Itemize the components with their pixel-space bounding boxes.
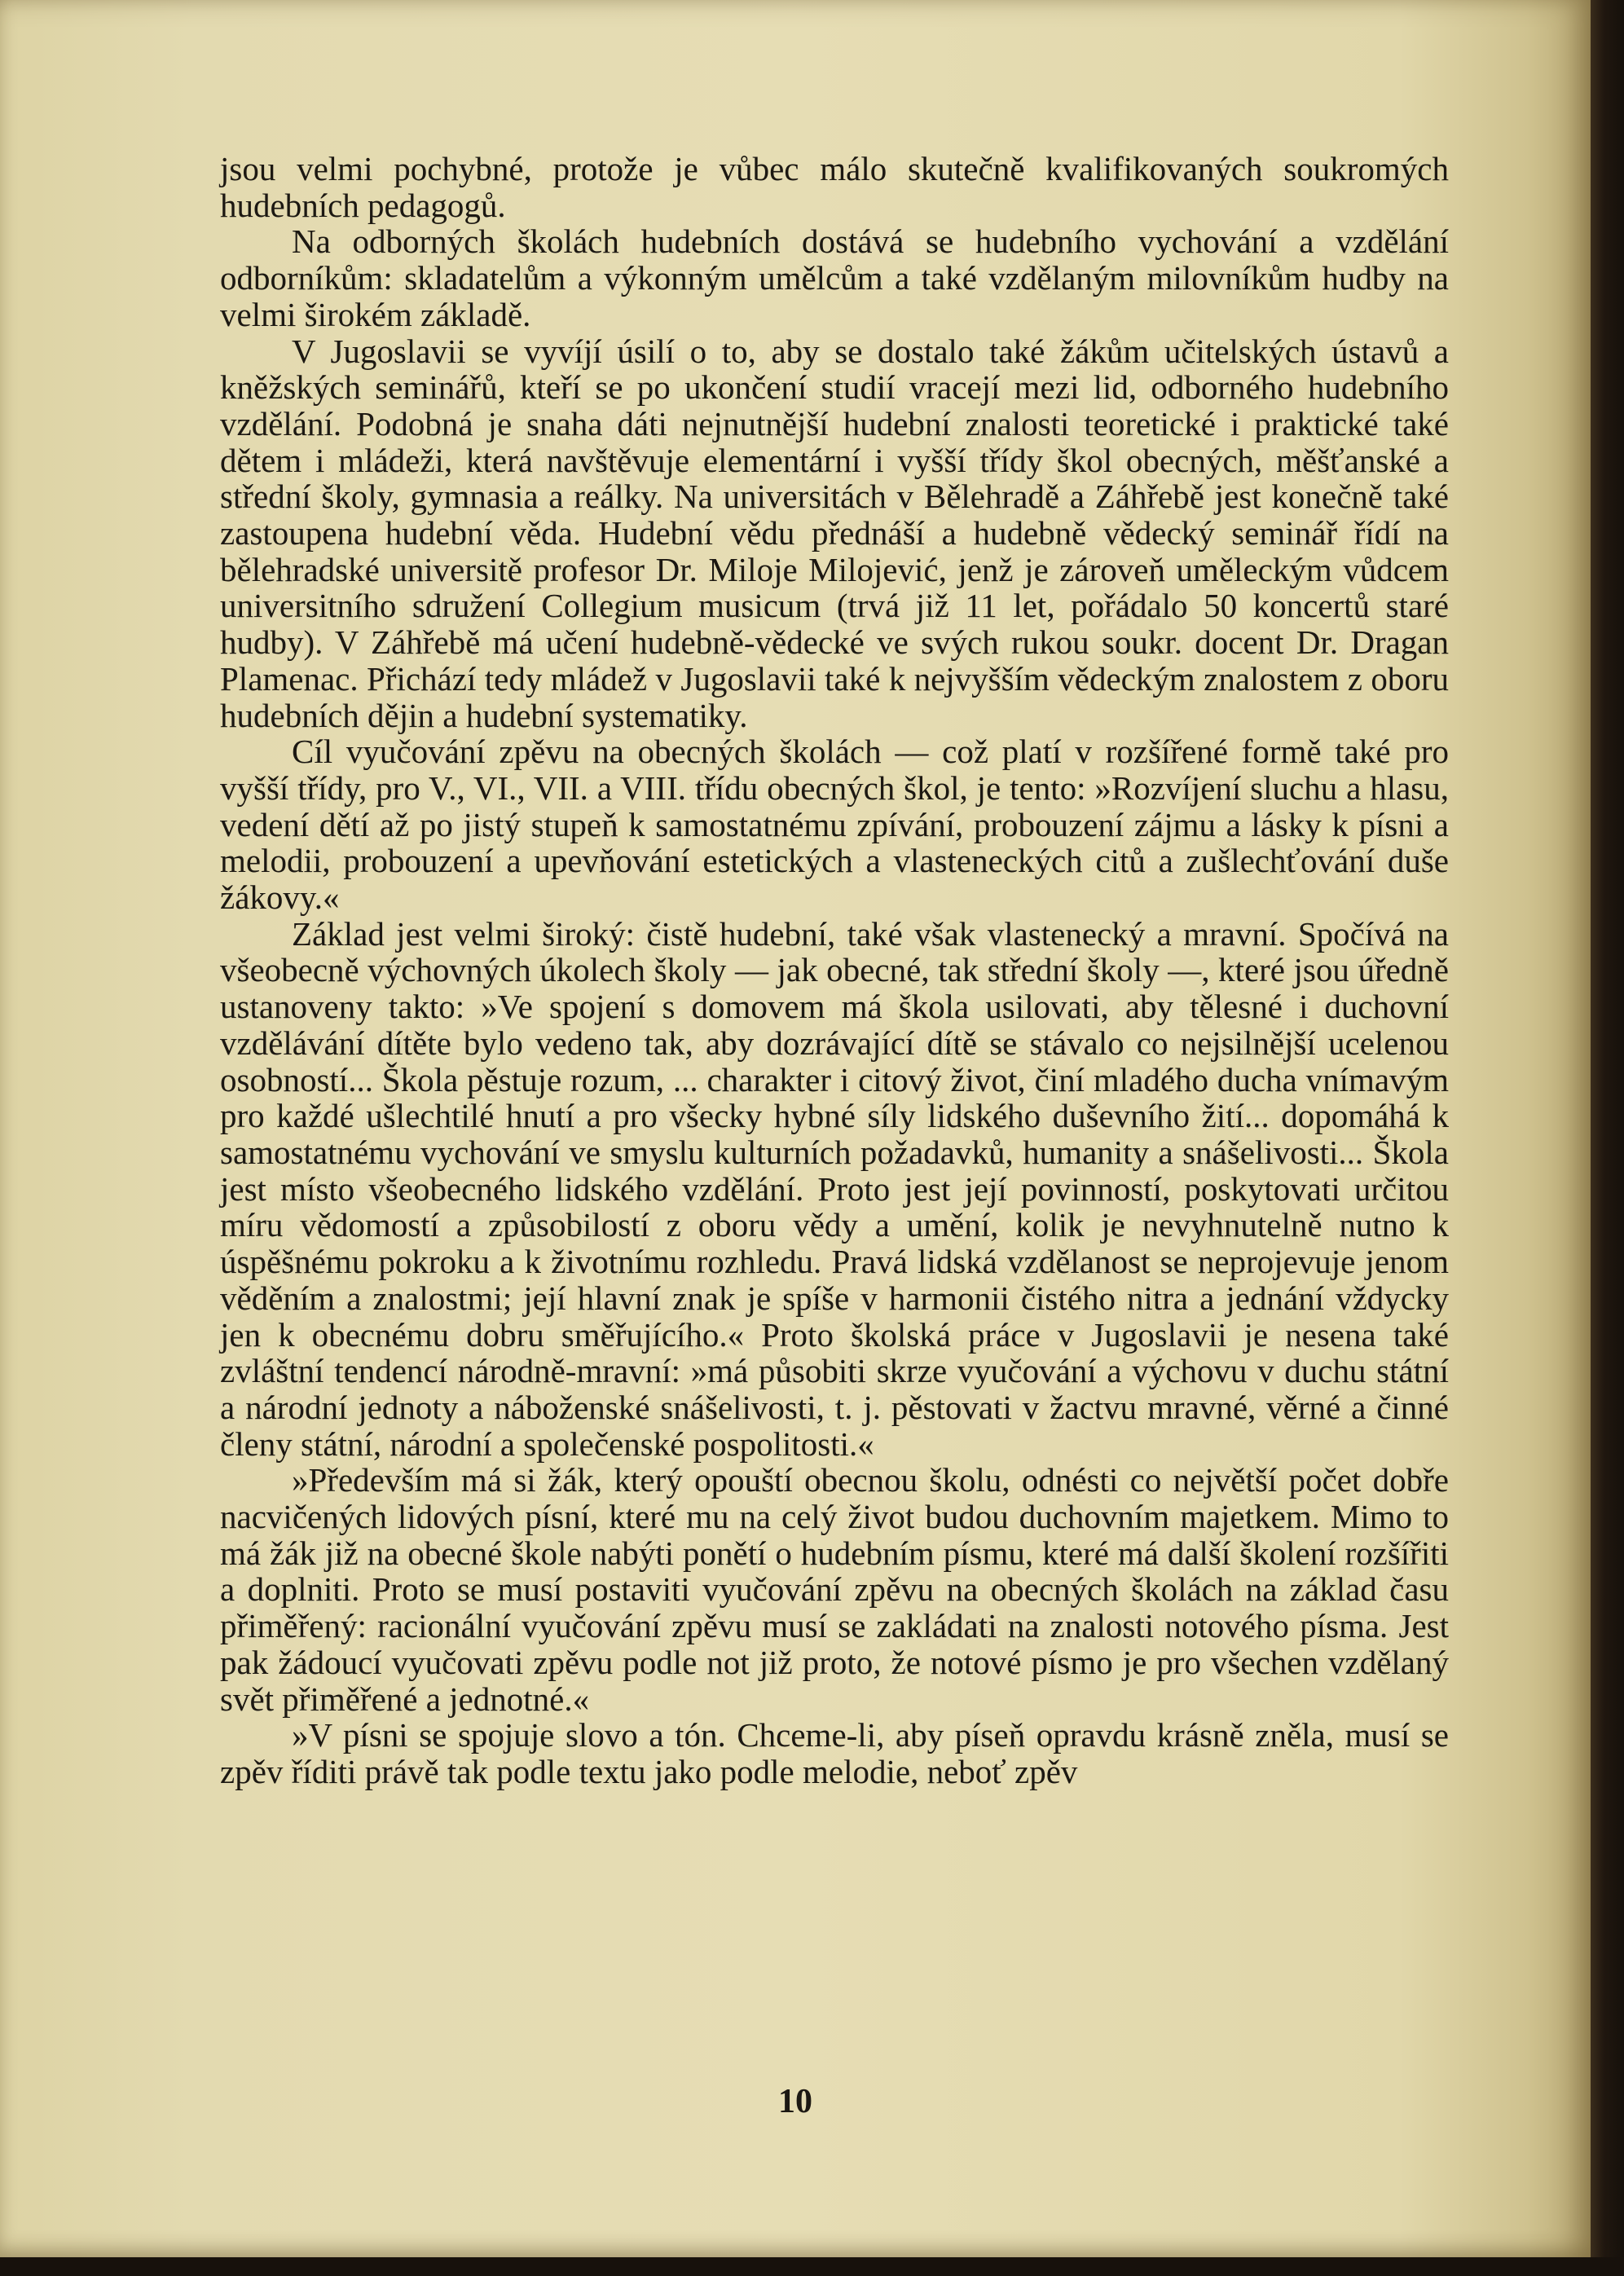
paragraph-5: Základ jest velmi široký: čistě hudební, také však vlastenecký a mravní. Spočívá na všeobecně výchovných úkolech školy — jak obecné, tak střední školy —, které jsou úředně ustanoveny takto: »Ve spojení s domovem má škola usilovati, aby tělesné i duchovní vzdělávání dítěte bylo vedeno tak, aby dozrávající dítě se stávalo co nejsilnější ucelenou osobností... Škola pěstuje rozum, ... charakter i citový život, činí mladého ducha vnímavým pro každé ušlechtilé hnutí a pro všecky hybné síly lidského duševního žití... dopomáhá k samostatnému vychování ve smyslu kulturních požadavků, humanity a snášelivosti... Škola jest místo všeobecného lidského vzdělání. Proto jest její povinností, poskytovati určitou míru vědomostí a způsobilostí z oboru vědy a umění, kolik je nevyhnutelně nutno k úspěšnému pokroku a k životnímu rozhledu. Pravá lidská vzdělanost se neprojevuje jenom věděním a znalostmi; její hlavní znak je spíše v harmonii čistého nitra a jednání vždycky jen k obecnému dobru směřujícího.« Proto školská práce v Jugoslavii je nesena také zvláštní tendencí národně-mravní: »má působiti skrze vyučování a výchovu v duchu státní a národní jednoty a náboženské snášelivosti, t. j. pěstovati v žactvu mravné, věrné a činné členy státní, národní a společenské pospolitosti.«	[220, 914, 1449, 1463]
paragraph-1: jsou velmi pochybné, protože je vůbec málo skutečně kvalifikovaných soukromých hudebních pedagogů.	[220, 150, 1449, 224]
paragraph-2: Na odborných školách hudebních dostává se hudebního vychování a vzdělání odborníkům: skladatelům a výkonným umělcům a také vzdělaným milovníkům hudby na velmi širokém základě.	[220, 222, 1449, 333]
scan-border-right	[1591, 0, 1624, 2276]
body-text	[220, 151, 1449, 1790]
paragraph-3: V Jugoslavii se vyvíjí úsilí o to, aby se dostalo také žákům učitelských ústavů a kněžských seminářů, kteří se po ukončení studií vracejí mezi lid, odborného hudebního vzdělání. Podobná je snaha dáti nejnutnější hudební znalosti teoretické i praktické také dětem i mládeži, která navštěvuje elementární i vyšší třídy škol obecných, měšťanské a střední školy, gymnasia a reálky. Na universitách v Bělehradě a Záhřebě jest konečně také zastoupena hudební věda. Hudební vědu přednáší a hudebně vědecký seminář řídí na bělehradské universitě profesor Dr. Miloje Milojević, jenž je zároveň uměleckým vůdcem universitního sdružení Collegium musicum (trvá již 11 let, pořádalo 50 koncertů staré hudby). V Záhřebě má učení hudebně-vědecké ve svých rukou soukr. docent Dr. Dragan Plamenac. Přichází tedy mládež v Jugoslavii také k nejvyšším vědeckým znalostem z oboru hudebních dějin a hudební systematiky.	[220, 332, 1449, 734]
page-number: 10	[778, 2083, 812, 2120]
paragraph-7: »V písni se spojuje slovo a tón. Chceme-li, aby píseň opravdu krásně zněla, musí se zpěv říditi právě tak podle textu jako podle melodie, neboť zpěv	[220, 1716, 1449, 1790]
scan-border-bottom	[0, 2257, 1624, 2276]
paragraph-4: Cíl vyučování zpěvu na obecných školách — což platí v rozšířené formě také pro vyšší třídy, pro V., VI., VII. a VIII. třídu obecných škol, je tento: »Rozvíjení sluchu a hlasu, vedení dětí až po jistý stupeň k samostatnému zpívání, probouzení zájmu a lásky k písni a melodii, probouzení a upevňování estetických a vlasteneckých citů a zušlechťování duše žákovy.«	[220, 733, 1449, 917]
paragraph-6: »Především má si žák, který opouští obecnou školu, odnésti co největší počet dobře nacvičených lidových písní, které mu na celý život budou duchovním majetkem. Mimo to má žák již na obecné škole nabýti ponětí o hudebním písmu, které má další školení rozšířiti a doplniti. Proto se musí postaviti vyučování zpěvu na obecných školách na základ času přiměřený: racionální vyučování zpěvu musí se zakládati na znalosti notového písma. Jest pak žádoucí vyučovati zpěvu podle not již proto, že notové písmo je pro všechen vzdělaný svět přiměřené a jednotné.«	[220, 1461, 1449, 1718]
